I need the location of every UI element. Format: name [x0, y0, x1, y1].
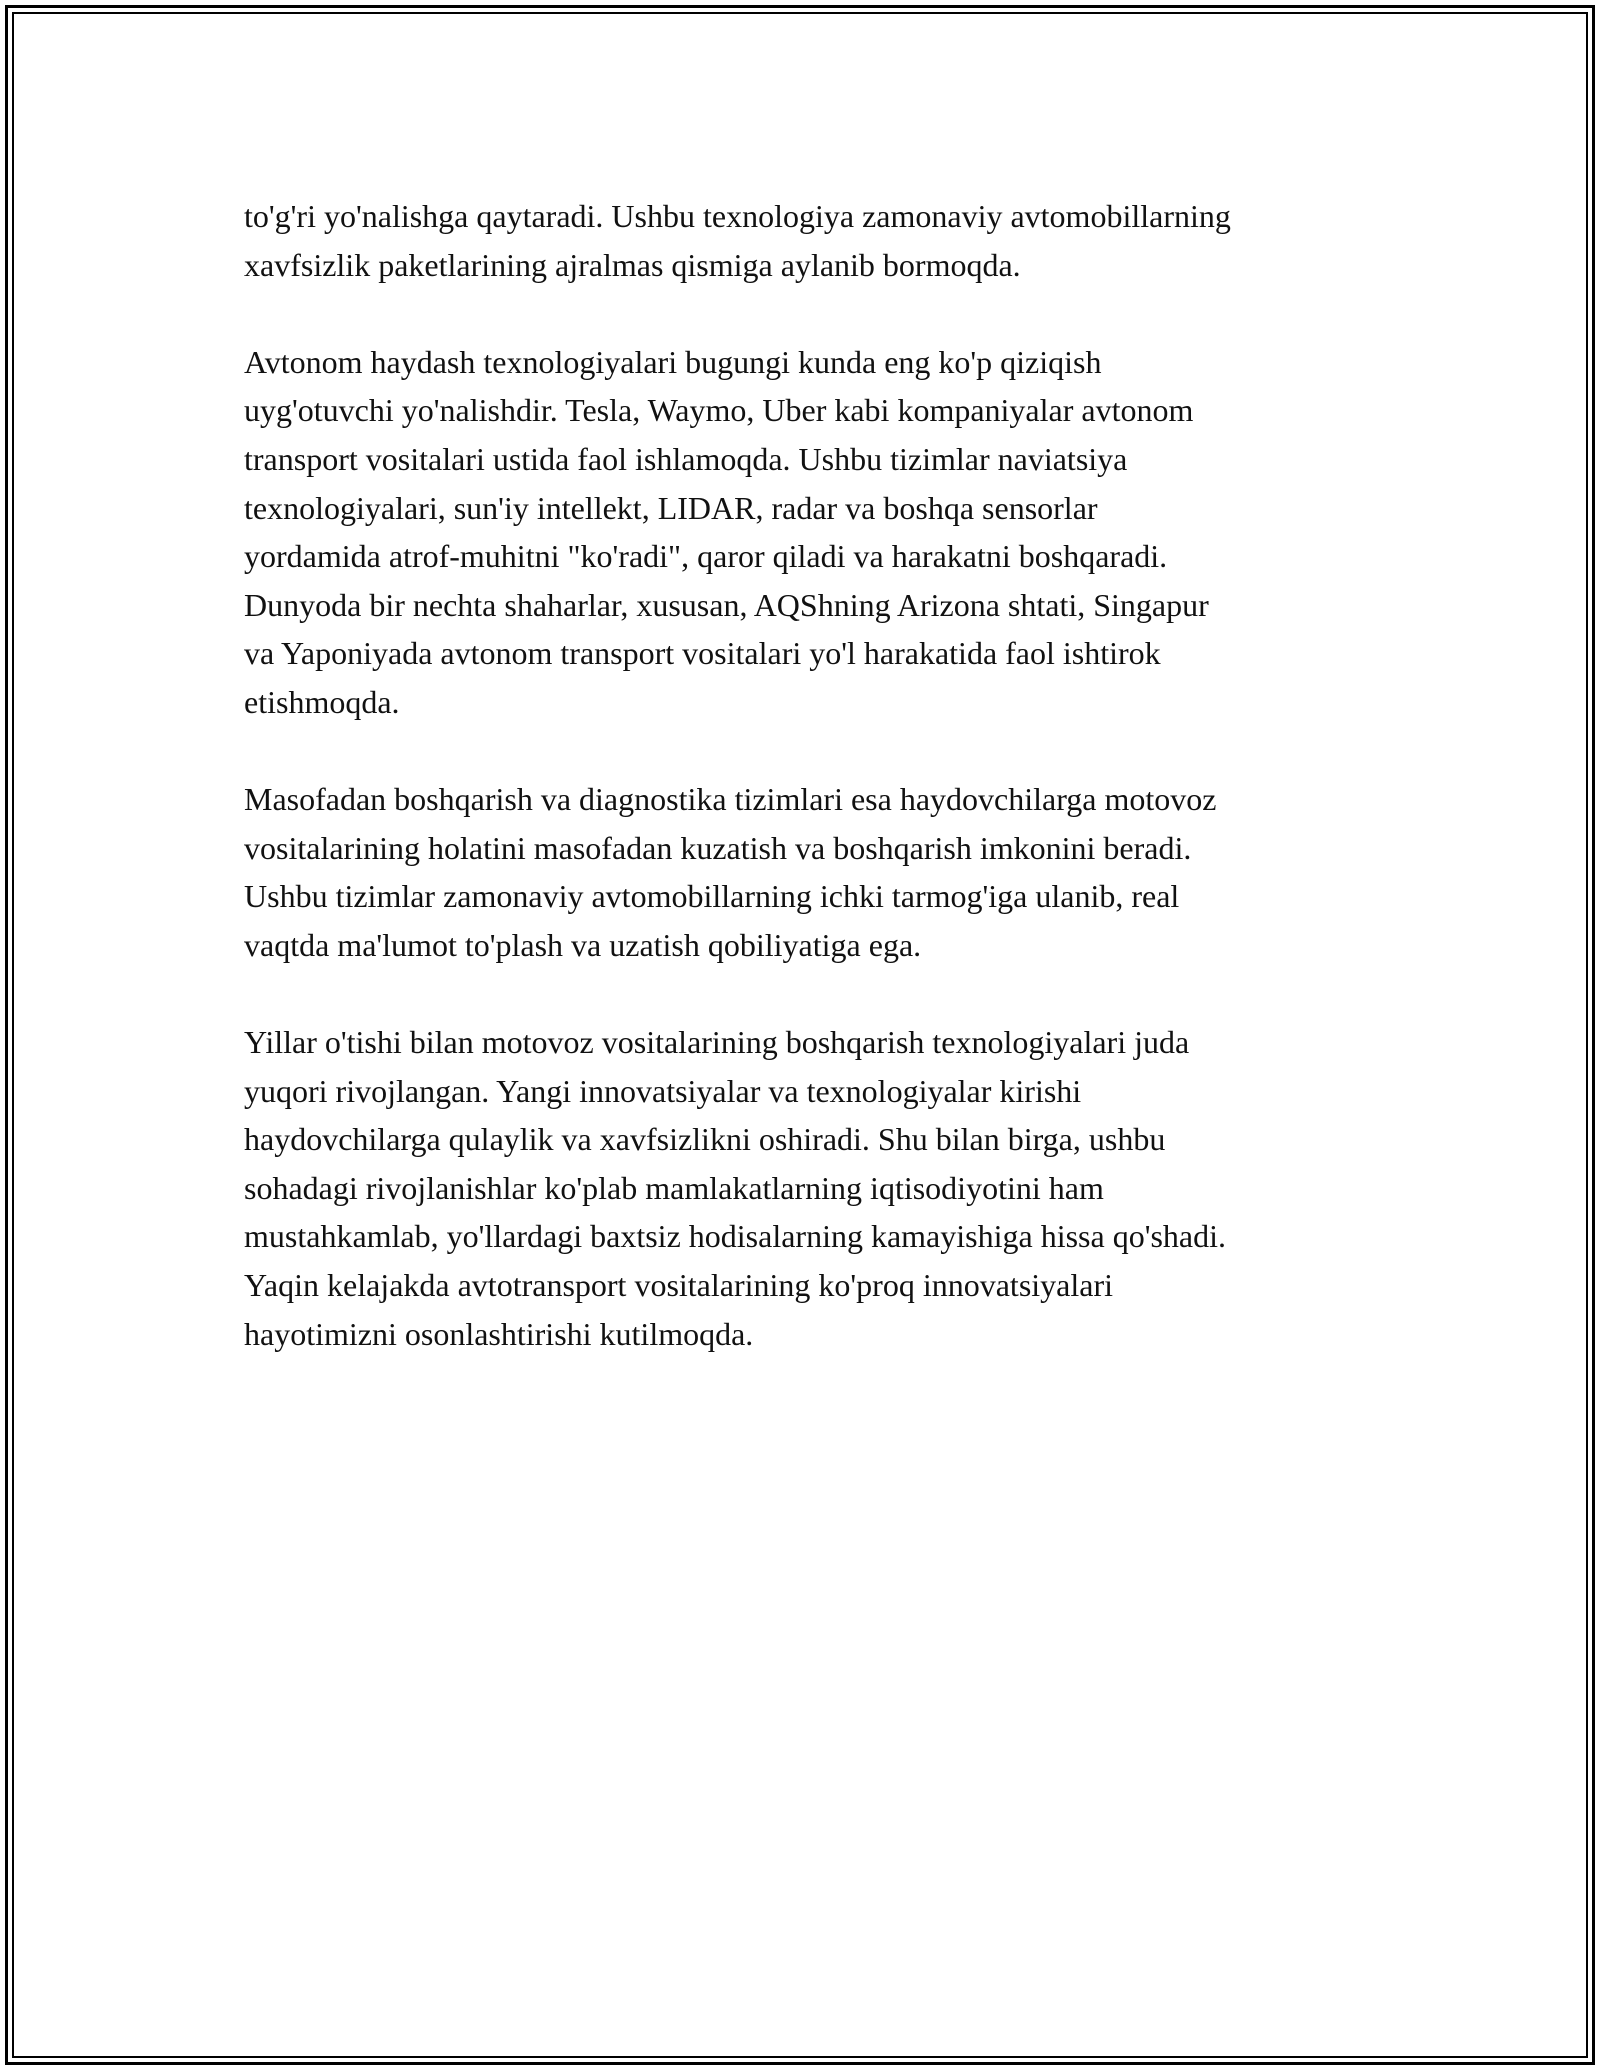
paragraph-autonomous-driving: Avtonom haydash texnologiyalari bugungi kunda eng ko'p qiziqish uyg'otuvchi yo'nalishdir. Tesla, Waymo, Uber kabi kompaniyalar avtonom transport vositalari ustida faol ishlamoqda. Ushbu tizimlar naviatsiya texnologiyalari, sun'iy intellekt, LIDAR, radar va boshqa sensorlar yordamida atrof-muhitni "ko'radi", qaror qiladi va harakatni boshqaradi. Dunyoda bir nechta shaharlar, xususan, AQShning Arizona shtati, Singapur va Yaponiyada avtonom transport vositalari yo'l harakatida faol ishtirok etishmoqda. [244, 343, 1209, 720]
document-body [244, 192, 1394, 1407]
paragraph-conclusion: Yillar o'tishi bilan motovoz vositalarining boshqarish texnologiyalari juda yuqori rivojlangan. Yangi innovatsiyalar va texnologiyalar kirishi haydovchilarga qulaylik va xavfsizlikni oshiradi. Shu bilan birga, ushbu sohadagi rivojlanishlar ko'plab mamlakatlarning iqtisodiyotini ham mustahkamlab, yo'llardagi baxtsiz hodisalarning kamayishiga hissa qo'shadi. Yaqin kelajakda avtotransport vositalarining ko'proq innovatsiyalari hayotimizni osonlashtirishi kutilmoqda. [244, 1024, 1226, 1352]
paragraph-remote-diagnostics: Masofadan boshqarish va diagnostika tizimlari esa haydovchilarga motovoz vositalarining holatini masofadan kuzatish va boshqarish imkonini beradi. Ushbu tizimlar zamonaviy avtomobillarning ichki tarmog'iga ulanib, real vaqtda ma'lumot to'plash va uzatish qobiliyatiga ega. [244, 781, 1217, 963]
page-border [5, 5, 1595, 2065]
paragraph-lane-assist-end: to'g'ri yo'nalishga qaytaradi. Ushbu texnologiya zamonaviy avtomobillarning xavfsizlik paketlarining ajralmas qismiga aylanib bormoqda. [244, 198, 1231, 283]
